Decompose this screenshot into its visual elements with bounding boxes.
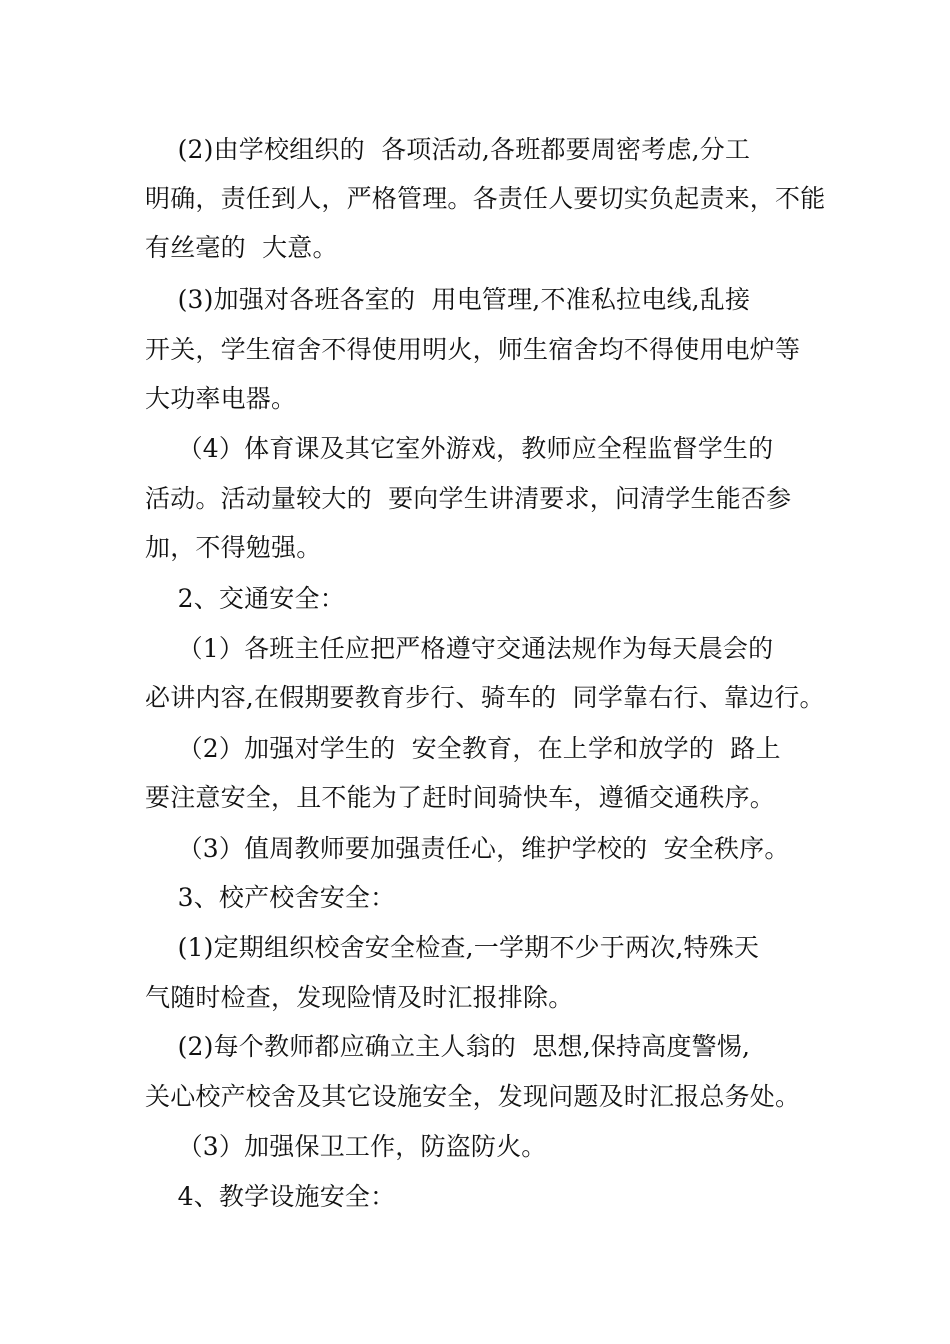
text-line: （1）各班主任应把严格遵守交通法规作为每天晨会的: [145, 634, 774, 663]
text-line: 有丝毫的 大意。: [145, 233, 338, 262]
text-line: 气随时检查，发现险情及时汇报排除。: [145, 983, 574, 1012]
text-line: (3)加强对各班各室的 用电管理,不准私拉电线,乱接: [145, 285, 751, 314]
text-line: (2)由学校组织的 各项活动,各班都要周密考虑,分工: [145, 135, 751, 164]
text-line: 必讲内容,在假期要教育步行、骑车的 同学靠右行、靠边行。: [145, 683, 825, 712]
text-line: (2)每个教师都应确立主人翁的 思想,保持高度警惕,: [145, 1032, 751, 1061]
text-line: 要注意安全，且不能为了赶时间骑快车，遵循交通秩序。: [145, 783, 776, 812]
text-line: (1)定期组织校舍安全检查,一学期不少于两次,特殊天: [145, 933, 760, 962]
text-line: 加，不得勉强。: [145, 533, 322, 562]
text-line: 活动。活动量较大的 要向学生讲清要求，问清学生能否参: [145, 484, 792, 513]
text-line: （4）体育课及其它室外游戏，教师应全程监督学生的: [145, 434, 774, 463]
section-heading: 4、教学设施安全：: [145, 1182, 396, 1211]
section-heading: 3、校产校舍安全：: [145, 883, 396, 912]
text-line: 开关，学生宿舍不得使用明火，师生宿舍均不得使用电炉等: [145, 335, 801, 364]
text-line: （2）加强对学生的 安全教育，在上学和放学的 路上: [145, 734, 781, 763]
text-line: 关心校产校舍及其它设施安全，发现问题及时汇报总务处。: [145, 1082, 801, 1111]
text-line: 大功率电器。: [145, 384, 297, 413]
text-line: 明确，责任到人，严格管理。各责任人要切实负起责来，不能: [145, 184, 826, 213]
text-line: （3）值周教师要加强责任心，维护学校的 安全秩序。: [145, 834, 790, 863]
section-heading: 2、交通安全：: [145, 584, 345, 613]
text-line: （3）加强保卫工作，防盗防火。: [145, 1132, 547, 1161]
